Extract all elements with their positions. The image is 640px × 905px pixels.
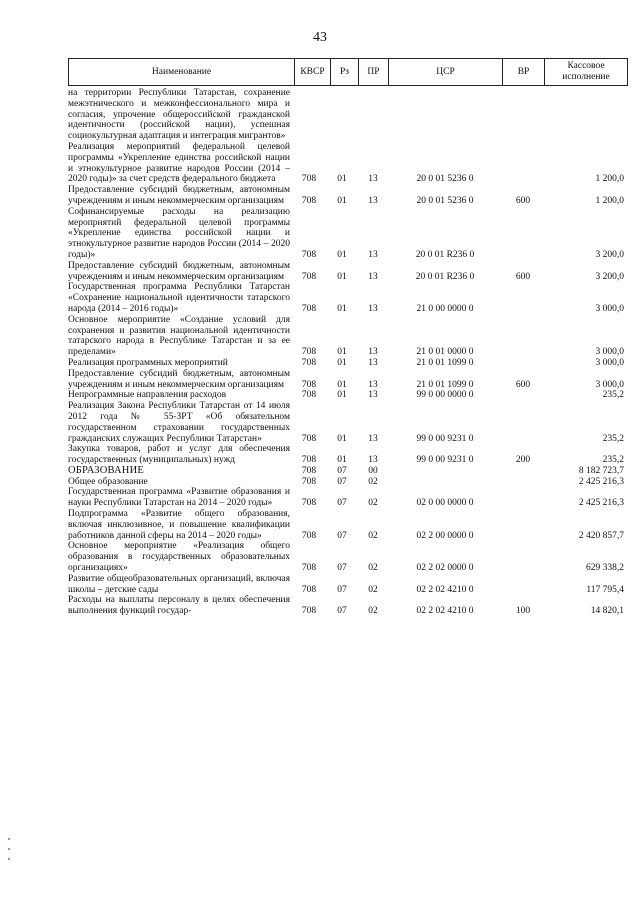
row-name: Расходы на выплаты персоналу в целях обеспечения выполнения функций государ- <box>68 595 290 617</box>
table-row <box>68 282 628 314</box>
cell-amount: 3 000,0 <box>595 379 624 390</box>
cell-rz: 01 <box>337 455 347 466</box>
header-pr: ПР <box>358 59 388 85</box>
cell-csr: 21 0 01 0000 0 <box>416 347 474 358</box>
row-name: Реализация программных мероприятий <box>68 357 228 368</box>
cell-pr: 13 <box>368 249 378 260</box>
cell-pr: 13 <box>368 379 378 390</box>
table-row <box>68 315 628 358</box>
table-row <box>68 509 628 541</box>
cell-kvsr: 708 <box>301 174 317 185</box>
cell-pr: 02 <box>368 498 378 509</box>
cell-amount: 3 200,0 <box>595 249 624 260</box>
cell-rz: 07 <box>337 530 347 541</box>
cell-rz: 01 <box>337 249 347 260</box>
table-row <box>68 401 628 444</box>
cell-rz: 07 <box>337 476 347 487</box>
cell-kvsr: 708 <box>301 271 317 282</box>
row-name: Предоставление субсидий бюджетным, автономным учреждениям и иным некоммерческим организациям <box>68 368 290 390</box>
cell-csr: 20 0 01 R236 0 <box>415 249 475 260</box>
cell-kvsr: 708 <box>301 357 317 368</box>
cell-amount: 235,2 <box>602 433 624 444</box>
cell-pr: 02 <box>368 606 378 617</box>
cell-amount: 235,2 <box>602 455 624 466</box>
table-row <box>68 142 628 185</box>
cell-amount: 1 200,0 <box>595 195 624 206</box>
cell-csr: 20 0 01 5236 0 <box>416 195 474 206</box>
cell-kvsr: 708 <box>301 390 317 401</box>
row-name: Основное мероприятие «Реализация общего образования в государственных образовательных организациях» <box>68 541 290 574</box>
cell-pr: 13 <box>368 347 378 358</box>
row-name: ОБРАЗОВАНИЕ <box>68 464 144 476</box>
cell-amount: 3 000,0 <box>595 347 624 358</box>
cell-amount: 8 182 723,7 <box>578 465 624 476</box>
row-name: Основное мероприятие «Создание условий для сохранения и развития национальной идентичности татарского народа в Республике Татарстан и за ее пределами» <box>68 314 290 358</box>
cell-rz: 07 <box>337 563 347 574</box>
table-row <box>68 541 628 573</box>
cell-amount: 2 425 216,3 <box>578 476 624 487</box>
cell-csr: 20 0 01 5236 0 <box>416 174 474 185</box>
table-row <box>68 358 628 369</box>
header-kvsr: КВСР <box>294 59 330 85</box>
cell-pr: 13 <box>368 390 378 401</box>
cell-csr: 99 0 00 9231 0 <box>416 455 474 466</box>
table-row <box>68 466 628 477</box>
cell-vr: 600 <box>515 195 531 206</box>
cell-pr: 13 <box>368 271 378 282</box>
cell-vr: 600 <box>515 379 531 390</box>
cell-amount: 1 200,0 <box>595 174 624 185</box>
cell-pr: 02 <box>368 530 378 541</box>
cell-kvsr: 708 <box>301 455 317 466</box>
table-row <box>68 444 628 466</box>
cell-pr: 13 <box>368 433 378 444</box>
cell-kvsr: 708 <box>301 530 317 541</box>
header-rz: Рз <box>330 59 358 85</box>
cell-amount: 3 000,0 <box>595 357 624 368</box>
row-name: Предоставление субсидий бюджетным, автономным учреждениям и иным некоммерческим организациям <box>68 260 290 282</box>
cell-rz: 01 <box>337 347 347 358</box>
row-name: Общее образование <box>68 476 148 487</box>
cell-pr: 02 <box>368 584 378 595</box>
margin-mark <box>8 838 10 840</box>
cell-csr: 02 2 02 0000 0 <box>416 563 474 574</box>
cell-csr: 20 0 01 R236 0 <box>415 271 475 282</box>
cell-csr: 21 0 01 1099 0 <box>416 357 474 368</box>
margin-mark <box>8 848 10 850</box>
table-row <box>68 88 628 142</box>
cell-rz: 01 <box>337 433 347 444</box>
cell-kvsr: 708 <box>301 379 317 390</box>
cell-kvsr: 708 <box>301 606 317 617</box>
cell-rz: 01 <box>337 303 347 314</box>
table-row <box>68 207 628 261</box>
row-name: Предоставление субсидий бюджетным, автономным учреждениям и иным некоммерческим организациям <box>68 185 290 206</box>
cell-csr: 02 0 00 0000 0 <box>416 498 474 509</box>
cell-vr: 600 <box>515 271 531 282</box>
header-vr: ВР <box>502 59 544 85</box>
cell-pr: 00 <box>368 465 378 476</box>
cell-amount: 3 000,0 <box>595 303 624 314</box>
cell-rz: 07 <box>337 498 347 509</box>
row-name: Государственная программа «Развитие образования и науки Республики Татарстан на 2014 – 2020 годы» <box>68 487 290 509</box>
cell-csr: 02 2 00 0000 0 <box>416 530 474 541</box>
cell-amount: 117 795,4 <box>586 584 624 595</box>
table-row <box>68 574 628 596</box>
cell-pr: 13 <box>368 303 378 314</box>
cell-kvsr: 708 <box>301 195 317 206</box>
cell-kvsr: 708 <box>301 303 317 314</box>
page-number: 43 <box>313 30 327 45</box>
cell-rz: 07 <box>337 465 347 476</box>
cell-rz: 07 <box>337 606 347 617</box>
row-name: Реализация мероприятий федеральной целевой программы «Укрепление единства российской нации и этнокультурное развитие народов России (2014 – 2020 годы)» за счет средств федерального бюджета <box>68 141 290 185</box>
cell-amount: 235,2 <box>602 390 624 401</box>
cell-amount: 3 200,0 <box>595 271 624 282</box>
cell-vr: 100 <box>515 606 531 617</box>
cell-pr: 13 <box>368 195 378 206</box>
cell-pr: 13 <box>368 357 378 368</box>
table-row <box>68 369 628 391</box>
row-name: Подпрограмма «Развитие общего образования, включая инклюзивное, и повышение квалификации работников данной сферы на 2014 – 2020 годы» <box>68 509 290 541</box>
header-amount: Кассовое исполнение <box>544 59 627 85</box>
table-row <box>68 487 628 509</box>
cell-pr: 02 <box>368 563 378 574</box>
cell-rz: 07 <box>337 584 347 595</box>
cell-kvsr: 708 <box>301 465 317 476</box>
cell-rz: 01 <box>337 271 347 282</box>
table-row <box>68 477 628 488</box>
cell-amount: 2 425 216,3 <box>578 498 624 509</box>
row-name: на территории Республики Татарстан, сохранение межэтнического и межконфессионального мира и согласия, упрочение общероссийской гражданской идентичности (российской нации), успешная социокультурная адаптация и интеграция мигрантов» <box>68 88 290 142</box>
cell-kvsr: 708 <box>301 498 317 509</box>
table-row <box>68 185 628 207</box>
row-name: Государственная программа Республики Татарстан «Сохранение национальной идентичности татарского народа (2014 – 2016 годы)» <box>68 282 290 314</box>
cell-csr: 99 0 00 9231 0 <box>416 433 474 444</box>
cell-kvsr: 708 <box>301 584 317 595</box>
cell-kvsr: 708 <box>301 476 317 487</box>
cell-kvsr: 708 <box>301 433 317 444</box>
cell-pr: 13 <box>368 455 378 466</box>
cell-vr: 200 <box>515 455 531 466</box>
cell-pr: 02 <box>368 476 378 487</box>
table-row <box>68 261 628 283</box>
cell-amount: 2 420 857,7 <box>578 530 624 541</box>
row-name: Реализация Закона Республики Татарстан от 14 июля 2012 года № 55-ЗРТ «Об обязательном государственном страховании государственных гражданских служащих Республики Татарстан» <box>68 401 290 444</box>
table-row <box>68 595 628 617</box>
cell-amount: 14 820,1 <box>590 606 624 617</box>
cell-rz: 01 <box>337 357 347 368</box>
row-name: Непрограммные направления расходов <box>68 390 227 401</box>
cell-csr: 21 0 00 0000 0 <box>416 303 474 314</box>
cell-kvsr: 708 <box>301 563 317 574</box>
row-name: Софинансируемые расходы на реализацию мероприятий федеральной целевой программы «Укрепление единства российской нации и этнокультурное развитие народов России (2014 – 2020 годы)» <box>68 206 290 260</box>
header-csr: ЦСР <box>388 59 502 85</box>
cell-csr: 21 0 01 1099 0 <box>416 379 474 390</box>
cell-rz: 01 <box>337 195 347 206</box>
table-row <box>68 390 628 401</box>
cell-kvsr: 708 <box>301 347 317 358</box>
row-name: Развитие общеобразовательных организаций, включая школы – детские сады <box>68 573 290 595</box>
table-body <box>68 88 628 617</box>
table-header <box>68 58 628 86</box>
row-name: Закупка товаров, работ и услуг для обеспечения государственных (муниципальных) нужд <box>68 444 290 466</box>
cell-csr: 02 2 02 4210 0 <box>416 606 474 617</box>
cell-csr: 02 2 02 4210 0 <box>416 584 474 595</box>
cell-csr: 99 0 00 0000 0 <box>416 390 474 401</box>
cell-rz: 01 <box>337 174 347 185</box>
header-name: Наименование <box>151 66 212 77</box>
cell-rz: 01 <box>337 390 347 401</box>
cell-pr: 13 <box>368 174 378 185</box>
cell-amount: 629 338,2 <box>586 563 624 574</box>
cell-rz: 01 <box>337 379 347 390</box>
cell-kvsr: 708 <box>301 249 317 260</box>
margin-mark <box>8 858 10 860</box>
